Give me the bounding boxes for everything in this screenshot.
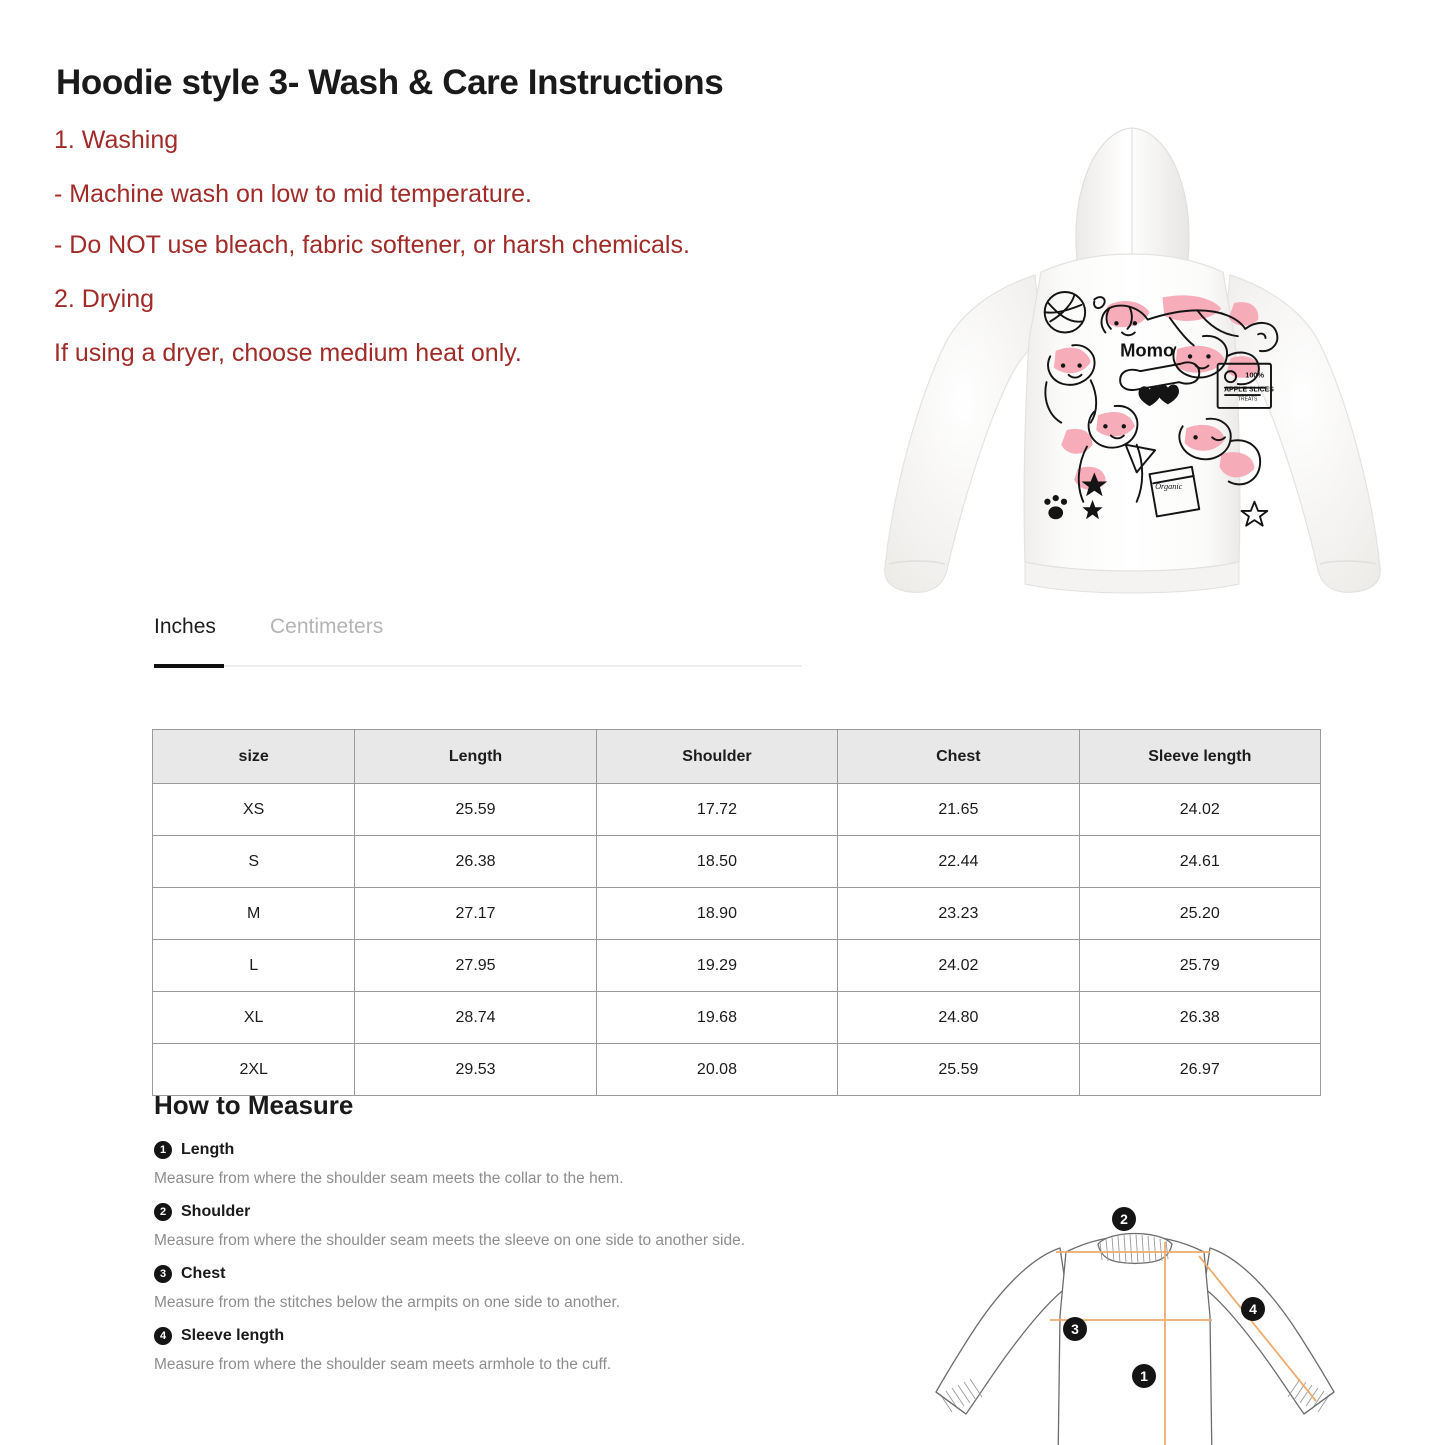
column-header-size: size	[153, 730, 355, 784]
table-row	[153, 836, 1321, 888]
measure-item-chest	[154, 1265, 894, 1313]
cell-sleeve-length: 26.97	[1079, 1044, 1320, 1096]
care-line-washing-heading: 1. Washing	[54, 126, 179, 154]
measure-item-header	[154, 1265, 894, 1283]
cell-length: 29.53	[355, 1044, 596, 1096]
care-line-machine-wash: - Machine wash on low to mid temperature.	[54, 180, 532, 208]
cell-shoulder: 18.50	[596, 836, 837, 888]
print-label-apple-slices: APPLE SLICES	[1224, 386, 1274, 394]
care-line-drying-heading: 2. Drying	[54, 284, 155, 313]
table-row	[153, 992, 1321, 1044]
cell-sleeve-length: 26.38	[1079, 992, 1320, 1044]
cell-chest: 22.44	[838, 836, 1079, 888]
cell-sleeve-length: 25.79	[1079, 940, 1320, 992]
cell-chest: 24.02	[838, 940, 1079, 992]
measure-item-name: Sleeve length	[181, 1327, 285, 1345]
cell-length: 27.17	[355, 888, 596, 940]
cell-length: 26.38	[355, 836, 596, 888]
care-instructions-block	[54, 124, 734, 391]
table-row	[153, 888, 1321, 940]
cell-length: 28.74	[355, 992, 596, 1044]
column-header-length: Length	[355, 730, 596, 784]
measure-item-description: Measure from where the shoulder seam meets the sleeve on one side to another side.	[154, 1232, 746, 1250]
print-label-organic: Organic	[1155, 481, 1183, 491]
measure-item-name: Chest	[181, 1265, 226, 1283]
cell-size: S	[153, 836, 355, 888]
diagram-marker-1-label: 1	[1140, 1368, 1148, 1384]
diagram-marker-4-label: 4	[1249, 1301, 1257, 1317]
cell-size: XL	[153, 992, 355, 1044]
diagram-marker-2-label: 2	[1120, 1211, 1128, 1227]
column-header-sleeve-length: Sleeve length	[1079, 730, 1320, 784]
column-header-shoulder: Shoulder	[596, 730, 837, 784]
cell-size: 2XL	[153, 1044, 355, 1096]
number-badge-4-icon: 4	[154, 1327, 172, 1345]
cell-shoulder: 17.72	[596, 784, 837, 836]
measure-item-length	[154, 1141, 894, 1189]
cell-size: M	[153, 888, 355, 940]
diagram-left-sleeve	[936, 1248, 1066, 1414]
measure-item-description: Measure from the stitches below the armpits on one side to another.	[154, 1294, 621, 1312]
diagram-body	[1058, 1236, 1212, 1445]
cell-sleeve-length: 24.61	[1079, 836, 1320, 888]
measure-item-header	[154, 1203, 894, 1221]
print-brand-text: Momo	[1120, 339, 1175, 361]
how-to-measure-title: How to Measure	[154, 1090, 354, 1120]
care-line-dryer-heat: If using a dryer, choose medium heat only.	[54, 338, 522, 367]
tab-divider	[154, 665, 802, 667]
tab-centimeters[interactable]: Centimeters	[270, 615, 384, 638]
guide-sleeve	[1199, 1256, 1316, 1401]
table-row	[153, 940, 1321, 992]
care-line-no-bleach: - Do NOT use bleach, fabric softener, or harsh chemicals.	[54, 231, 690, 259]
cell-chest: 21.65	[838, 784, 1079, 836]
measure-item-description: Measure from where the shoulder seam meets armhole to the cuff.	[154, 1356, 612, 1374]
tab-active-underline	[154, 664, 224, 668]
measure-item-name: Shoulder	[181, 1203, 251, 1221]
cell-chest: 25.59	[838, 1044, 1079, 1096]
measure-item-shoulder	[154, 1203, 894, 1251]
measure-item-header	[154, 1141, 894, 1159]
cell-chest: 24.80	[838, 992, 1079, 1044]
table-row	[153, 784, 1321, 836]
diagram-marker-3-label: 3	[1071, 1321, 1079, 1337]
number-badge-2-icon: 2	[154, 1203, 172, 1221]
diagram-right-sleeve	[1204, 1248, 1334, 1414]
cell-shoulder: 19.68	[596, 992, 837, 1044]
hoodie-product-image	[845, 112, 1420, 620]
unit-tabs	[154, 614, 802, 672]
cell-shoulder: 19.29	[596, 940, 837, 992]
measurement-diagram	[912, 1196, 1358, 1445]
measure-item-name: Length	[181, 1141, 235, 1158]
number-badge-3-icon: 3	[154, 1265, 172, 1283]
table-row	[153, 1044, 1321, 1096]
measure-item-sleeve-length	[154, 1327, 894, 1375]
how-to-measure-section	[154, 1090, 894, 1390]
number-badge-1-icon: 1	[154, 1141, 172, 1159]
cell-shoulder: 20.08	[596, 1044, 837, 1096]
cell-chest: 23.23	[838, 888, 1079, 940]
cell-size: L	[153, 940, 355, 992]
column-header-chest: Chest	[838, 730, 1079, 784]
cell-length: 25.59	[355, 784, 596, 836]
cell-sleeve-length: 24.02	[1079, 784, 1320, 836]
print-label-treats: TREATS	[1237, 396, 1258, 403]
cell-sleeve-length: 25.20	[1079, 888, 1320, 940]
tab-inches[interactable]: Inches	[154, 615, 216, 638]
cell-size: XS	[153, 784, 355, 836]
hoodie-left-sleeve	[885, 275, 1041, 592]
print-label-100: 100%	[1245, 370, 1265, 380]
cell-length: 27.95	[355, 940, 596, 992]
table-header-row	[153, 730, 1321, 784]
cell-shoulder: 18.90	[596, 888, 837, 940]
measure-item-description: Measure from where the shoulder seam meets the collar to the hem.	[154, 1170, 624, 1187]
page-title: Hoodie style 3- Wash & Care Instructions	[56, 63, 724, 103]
size-chart-table	[152, 729, 1321, 1096]
measure-item-header	[154, 1327, 894, 1345]
